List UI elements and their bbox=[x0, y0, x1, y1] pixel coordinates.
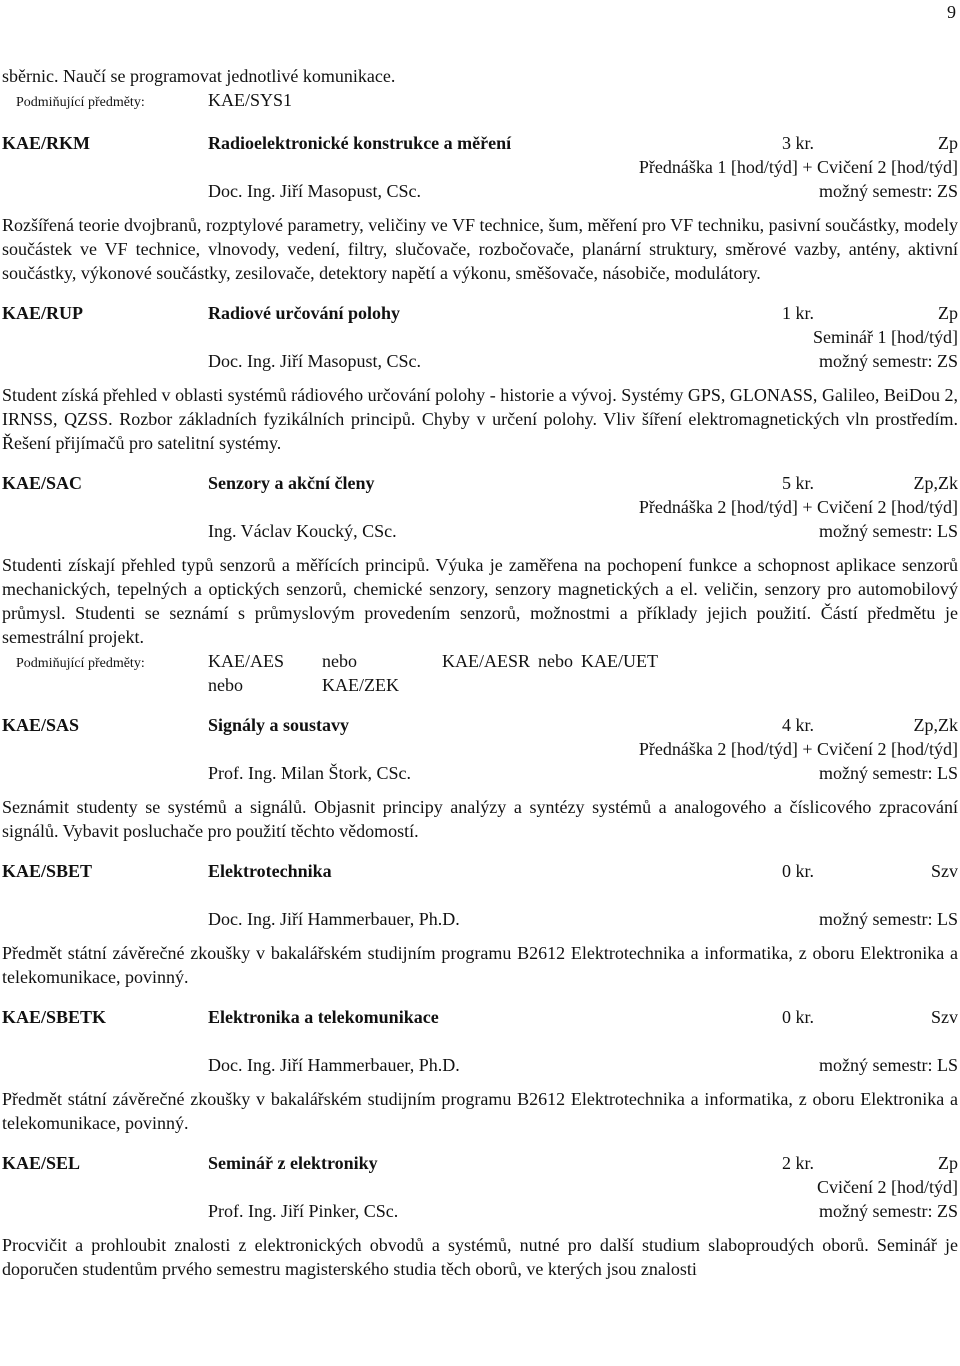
course-kae-sac bbox=[2, 471, 958, 697]
course-prerequisites bbox=[2, 649, 958, 697]
prereq-course: KAE/AESR bbox=[442, 651, 531, 671]
course-credits: 3 kr. bbox=[782, 133, 815, 153]
prereq-course: KAE/ZEK bbox=[322, 675, 399, 695]
course-teacher: Prof. Ing. Milan Štork, CSc. bbox=[208, 763, 412, 783]
course-teacher: Prof. Ing. Jiří Pinker, CSc. bbox=[208, 1201, 399, 1221]
course-hours: Přednáška 1 [hod/týd] + Cvičení 2 [hod/týd] bbox=[638, 157, 958, 177]
prereq-course: KAE/SYS1 bbox=[208, 90, 293, 110]
course-credits: 1 kr. bbox=[782, 303, 815, 323]
prereq-label: Podmiňující předměty: bbox=[16, 95, 145, 110]
prereq-course: KAE/AES bbox=[208, 651, 284, 671]
page-content bbox=[2, 64, 958, 1281]
course-type: Zp bbox=[938, 303, 958, 323]
prereq-connector: nebo bbox=[538, 651, 574, 671]
course-kae-sbetk bbox=[2, 1005, 958, 1135]
course-code: KAE/SAC bbox=[2, 473, 83, 493]
course-semester: možný semestr: LS bbox=[819, 909, 958, 929]
course-title: Seminář z elektroniky bbox=[208, 1153, 378, 1173]
course-description: Procvičit a prohloubit znalosti z elektronických obvodů a systémů, nutné pro další studium slaboproudých oborů. Seminář je doporučen studentům prvého semestru magisterského studia těch oborů, ve kterých jsou znalosti bbox=[2, 1235, 958, 1279]
course-title: Radioelektronické konstrukce a měření bbox=[208, 133, 512, 153]
course-semester: možný semestr: LS bbox=[819, 1055, 958, 1075]
course-title: Signály a soustavy bbox=[208, 715, 350, 735]
course-code: KAE/SBETK bbox=[2, 1007, 107, 1027]
page-number: 9 bbox=[947, 2, 956, 22]
prereq-connector: nebo bbox=[208, 675, 243, 695]
prereq-course: KAE/UET bbox=[581, 651, 658, 671]
course-hours: Seminář 1 [hod/týd] bbox=[813, 327, 958, 347]
course-credits: 4 kr. bbox=[782, 715, 815, 735]
course-code: KAE/SEL bbox=[2, 1153, 81, 1173]
course-title: Senzory a akční členy bbox=[208, 473, 375, 493]
course-description: Seznámit studenty se systémů a signálů. Objasnit principy analýzy a syntézy systémů a analogového a číslicového zpracování signálů. Vybavit posluchače pro použití těchto vědomostí. bbox=[2, 797, 958, 841]
course-description: Student získá přehled v oblasti systémů rádiového určování polohy - historie a vývoj. Systémy GPS, GLONASS, Galileo, BeiDou 2, IRNSS, QZSS. Rozbor základních fyzikálních principů. Chyby v určení polohy. Vliv šíření elektromagnetických vln prostředím. Řešení přijímačů pro satelitní systémy. bbox=[2, 385, 958, 453]
course-description: Předmět státní závěrečné zkoušky v bakalářském studijním programu B2612 Elektrotechnika a informatika, z oboru Elektronika a telekomunikace, povinný. bbox=[2, 1089, 958, 1133]
course-type: Zp,Zk bbox=[913, 473, 958, 493]
course-teacher: Doc. Ing. Jiří Masopust, CSc. bbox=[208, 351, 421, 371]
course-title: Elektrotechnika bbox=[208, 861, 332, 881]
course-semester: možný semestr: LS bbox=[819, 521, 958, 541]
prereq-connector: nebo bbox=[322, 651, 357, 671]
course-code: KAE/SAS bbox=[2, 715, 80, 735]
course-type: Zp bbox=[938, 133, 958, 153]
course-code: KAE/RKM bbox=[2, 133, 90, 153]
intro-text: sběrnic. Naučí se programovat jednotlivé komunikace. bbox=[2, 66, 396, 86]
course-title: Radiové určování polohy bbox=[208, 303, 401, 323]
course-semester: možný semestr: LS bbox=[819, 763, 958, 783]
course-kae-sel bbox=[2, 1151, 958, 1281]
course-kae-sas bbox=[2, 713, 958, 843]
course-semester: možný semestr: ZS bbox=[819, 1201, 958, 1221]
course-teacher: Doc. Ing. Jiří Hammerbauer, Ph.D. bbox=[208, 909, 460, 929]
course-type: Szv bbox=[931, 1007, 958, 1027]
course-type: Zp bbox=[938, 1153, 958, 1173]
course-kae-rup bbox=[2, 301, 958, 455]
course-credits: 2 kr. bbox=[782, 1153, 815, 1173]
course-semester: možný semestr: ZS bbox=[819, 181, 958, 201]
course-code: KAE/RUP bbox=[2, 303, 83, 323]
course-teacher: Doc. Ing. Jiří Hammerbauer, Ph.D. bbox=[208, 1055, 460, 1075]
course-credits: 0 kr. bbox=[782, 1007, 815, 1027]
course-semester: možný semestr: ZS bbox=[819, 351, 958, 371]
course-credits: 0 kr. bbox=[782, 861, 815, 881]
course-description: Studenti získají přehled typů senzorů a měřících principů. Výuka je zaměřena na pochopení funkce a schopnost aplikace senzorů mechanických, tepelných a optických senzorů, chemické senzory, senzory magnetických a el. veličin, senzory pro automobilový průmysl. Studenti se seznámí s průmyslovým provedením senzorů, možnostmi a příklady jejich použití. Částí předmětu je semestrální projekt. bbox=[2, 555, 958, 647]
course-kae-sbet bbox=[2, 859, 958, 989]
course-teacher: Doc. Ing. Jiří Masopust, CSc. bbox=[208, 181, 421, 201]
course-description: Rozšířená teorie dvojbranů, rozptylové parametry, veličiny ve VF technice, šum, měření pro VF techniku, pasivní součástky, modely součástek ve VF technice, vlnovody, vedení, filtry, slučovače, rozbočovače, planární struktury, směrové vazby, antény, aktivní součástky, výkonové součástky, zesilovače, detektory napětí a výkonu, směšovače, násobiče, modulátory. bbox=[2, 215, 958, 283]
course-type: Szv bbox=[931, 861, 958, 881]
course-hours: Přednáška 2 [hod/týd] + Cvičení 2 [hod/týd] bbox=[638, 739, 958, 759]
course-credits: 5 kr. bbox=[782, 473, 815, 493]
prereq-label: Podmiňující předměty: bbox=[16, 656, 145, 671]
course-description: Předmět státní závěrečné zkoušky v bakalářském studijním programu B2612 Elektrotechnika a informatika, z oboru Elektronika a telekomunikace, povinný. bbox=[2, 943, 958, 987]
course-kae-rkm bbox=[2, 131, 958, 285]
course-code: KAE/SBET bbox=[2, 861, 93, 881]
course-type: Zp,Zk bbox=[913, 715, 958, 735]
course-hours: Přednáška 2 [hod/týd] + Cvičení 2 [hod/týd] bbox=[638, 497, 958, 517]
course-teacher: Ing. Václav Koucký, CSc. bbox=[208, 521, 397, 541]
course-hours: Cvičení 2 [hod/týd] bbox=[817, 1177, 958, 1197]
course-title: Elektronika a telekomunikace bbox=[208, 1007, 439, 1027]
intro-prerequisites bbox=[2, 88, 958, 115]
